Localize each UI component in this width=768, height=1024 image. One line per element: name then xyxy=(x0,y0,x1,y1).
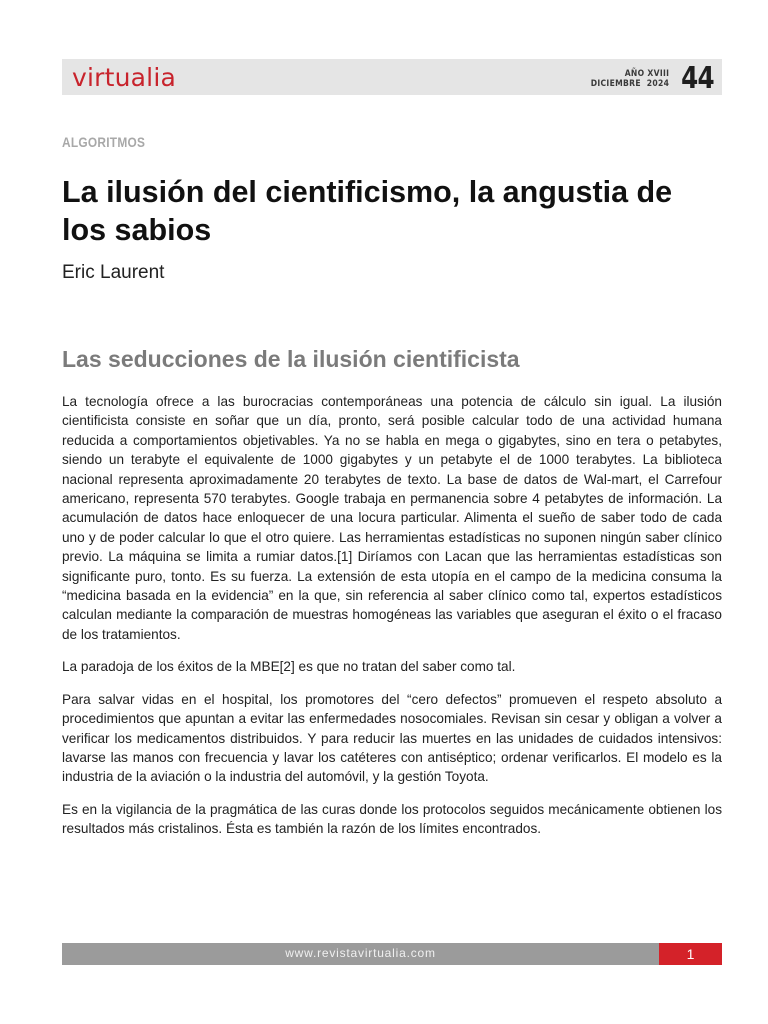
footer-url-link[interactable]: www.revistavirtualia.com xyxy=(285,946,436,960)
header-bar xyxy=(62,59,722,95)
issue-date: DICIEMBRE 2024 xyxy=(590,78,670,89)
issue-year: AÑO XVIII xyxy=(624,68,670,79)
page-number: 1 xyxy=(686,946,695,962)
page-number-box xyxy=(659,943,722,965)
article-body xyxy=(62,392,722,852)
paragraph: Es en la vigilancia de la pragmática de las curas donde los protocolos seguidos mecánicamente obtienen los resultados más cristalinos. Ésta es también la razón de los límites encontrados. xyxy=(62,801,722,837)
paragraph: Para salvar vidas en el hospital, los promotores del “cero defectos” promueven el respeto absoluto a procedimientos que apuntan a evitar las enfermedades nosocomiales. Revisan sin cesar y obligan a volver a verificar los medicamentos distribuidos. Y para reducir las muertes en las unidades de cuidados intensivos: lavarse las manos con frecuencia y lavar los catéteres con antiséptico; ordenar verificarlos. El modelo es la industria de la aviación o la industria del automóvil, y la gestión Toyota. xyxy=(62,691,722,785)
section-label: ALGORITMOS xyxy=(62,134,146,150)
section-subtitle: Las seducciones de la ilusión cientificista xyxy=(62,346,520,372)
footer-bar xyxy=(62,943,659,965)
paragraph: La tecnología ofrece a las burocracias contemporáneas una potencia de cálculo sin igual. La ilusión cientificista consiste en soñar que un día, pronto, será posible calcular todo de una actividad humana reducida a comportamientos objetivables. Ya no se habla en mega o gigabytes, sino en tera o petabytes, siendo un terabyte el equivalente de 1000 gigabytes y un petabyte el de 1000 terabytes. La biblioteca nacional representa aproximadamente 20 terabytes de texto. La base de datos de Wal-mart, el Carrefour americano, representa 570 terabytes. Google trabaja en permanencia sobre 4 petabytes de información. La acumulación de datos hace enloquecer de una locura particular. Alimenta el sueño de saber todo de cada uno y de poder calcular lo que el otro quiere. Las herramientas estadísticas no suponen ningún saber clínico previo. La máquina se limita a rumiar datos.[1] Diríamos con Lacan que las herramientas estadísticas son significante puro, tonto. Es su fuerza. La extensión de esta utopía en el campo de la medicina consuma la “medicina basada en la evidencia” en la que, sin referencia al saber clínico como tal, expertos estadísticos calculan mediante la comparación de muestras homogéneas las variables que aseguran el éxito o el fracaso de los tratamientos. xyxy=(62,394,722,642)
issue-number: 44 xyxy=(681,61,714,96)
article-author: Eric Laurent xyxy=(62,262,165,283)
virtualia-logo: virtualia xyxy=(72,63,176,92)
paragraph: La paradoja de los éxitos de la MBE[2] es que no tratan del saber como tal. xyxy=(62,659,516,675)
issue-meta xyxy=(591,69,670,89)
article-title: La ilusión del cientificismo, la angustia de los sabios xyxy=(62,175,673,247)
issue-info xyxy=(591,61,714,96)
